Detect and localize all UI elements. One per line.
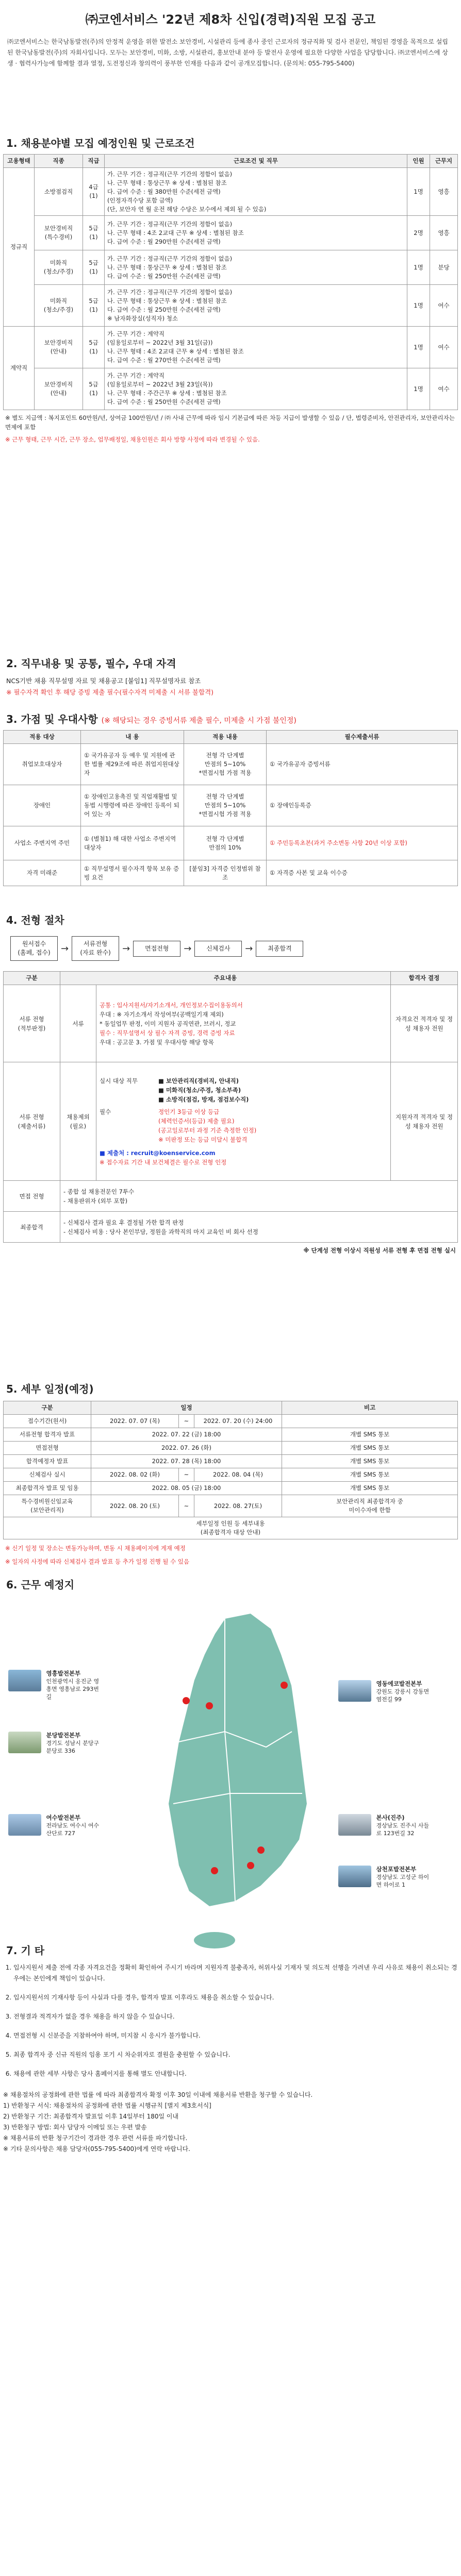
process-flow [10,936,458,961]
section-title: 3. 가점 및 우대사항 [6,713,98,725]
korea-map-graphic [96,1598,364,1958]
duty: 가. 근무 기간 : 정규직(근무 기간의 정함이 없음) 나. 근무 형태 : 통상근무 ※ 상세 : 별첨된 참조 다. 급여 수준 : 월 380만원 수준(세전 금액) (인정자격수당 포함 금액) (단, 보안자 연 월 운전 해당 수당은 보수에서 제외 될 수 있음) [105,168,407,216]
site-photo [338,1680,371,1702]
conditions-warning: ※ 근무 형태, 근무 시간, 근무 장소, 업무배정일, 채용인원은 회사 방향 사정에 따라 변경될 수 있음. [5,436,260,443]
headcount: 1명 [407,327,430,368]
content: ① 장애인고용촉진 및 직업재활법 및 동법 시행령에 따른 장애인 등록이 되어 있는 자 [81,785,184,826]
schedule-note: 개별 SMS 통보 [282,1468,458,1482]
submit-email[interactable]: ■ 제출처 : recruit@koenservice.com [100,1149,216,1157]
location-pin-icon [247,1862,254,1869]
schedule-note: 개별 SMS 통보 [282,1442,458,1455]
table-row [4,1455,458,1468]
section-other [3,1942,458,2155]
fitness-requirement: 정인기 3등급 이상 등급 (체력인증서(등급) 제출 필요) (공고일로부터 과정 기준 측정한 인정) ※ 미판정 또는 등급 미달시 불합격 [158,1108,257,1143]
stage-label: 서류 전형 (제출서류) [4,1062,60,1181]
location-pin-icon [183,1697,190,1704]
section-title: 4. 전형 절차 [6,914,64,926]
site-address: 인천광역시 옹진군 영흥면 영흥남로 293번길 [46,1678,100,1700]
site-name: 분당발전본부 [46,1732,81,1739]
section-title: 6. 근무 예정지 [6,1579,75,1591]
arrow-right-icon: → [245,943,253,954]
duty: 가. 근무 기간 : 정규직(근무 기간의 정함이 없음) 나. 근무 형태 : 4조 2교대 근무 ※ 상세 : 별첨된 참조 다. 급여 수준 : 월 290만원 수준(세전 금액) [105,216,407,250]
stage-content [60,1212,458,1243]
table-row [4,860,458,886]
target: 자격 미래준 [4,860,81,886]
location-pin-icon [211,1867,218,1874]
arrow-right-icon: → [61,943,69,954]
site-photo [8,1814,41,1836]
schedule-label: 합격예정자 발표 [4,1455,91,1468]
site-card [338,1680,431,1703]
location: 여수 [430,285,458,327]
col-header: 근무지 [430,155,458,168]
table-header-row [4,731,458,744]
schedule-separator: ~ [179,1415,194,1428]
section-schedule [3,1381,458,1566]
intro-paragraph: ㈜코엔서비스는 한국남동발전(주)의 안정적 운영을 위한 발전소 보안경비, 시설관리 등에 종사 중인 근로자의 정규직화 및 검사 전문인, 책임된 경영을 목적으로 설립된 한국남동발전(주)의 자회사입니다. 모두는 보안경비, 미화, 소방, 시설관리, 홍보안내 분야 등 발전사 운영에 필요한 다양한 사업을 담당합니다. ㈜코엔서비스에 상생 · 협력사가능에 함께할 결과 열정, 도전정신과 창의력이 풍부한 인재를 다음과 같이 공개모집합니다. (문의처: 055-795-5400) [7,38,448,67]
list-item: 6. 채용에 관한 세부 사항은 당사 홈페이지를 통해 별도 안내합니다. [13,2069,458,2079]
content-line: - 신체검사 결과 필요 후 결정될 가한 합격 판정 [63,1218,184,1226]
bonus-table [3,730,458,886]
section-title-note: (※ 해당되는 경우 증빙서류 제출 필수, 미제출 시 가점 불인정) [101,717,297,725]
employment-type: 계약직 [4,327,35,410]
table-row [4,826,458,860]
map-land [168,1613,307,1907]
required-doc: ① 국가유공자 증빙서류 [267,744,458,785]
schedule-label: 접수기간(원서) [4,1415,91,1428]
schedule-note: 보안관리직 최종합격자 중 미이수자에 한함 [282,1495,458,1517]
schedule-extra: 세부일정 인원 등 세부내용 (최종합격자 대상 안내) [4,1517,458,1539]
schedule-note [282,1415,458,1428]
duty: 가. 근무 기간 : 정규직(근무 기간의 정함이 없음) 나. 근무 형태 : 통상근무 ※ 상세 : 별첨된 참조 다. 급여 수준 : 월 250만원 수준(세전 금액) ※ 남자화장실(성직자) 청소 [105,285,407,327]
target-list: ■ 보안관리직(경비직, 안내직) ■ 미화직(청소/주경, 청소부족) ■ 소방직(점검, 방재, 점검보수직) [158,1077,249,1103]
list-item: 3. 전형결과 적격자가 없을 경우 채용을 하지 않을 수 있습니다. [13,2011,458,2022]
site-name: 영동에코발전본부 [376,1680,422,1687]
schedule-date: 2022. 07. 26 (화) [91,1442,282,1455]
headcount: 2명 [407,216,430,250]
table-row [4,1442,458,1455]
site-photo [8,1732,41,1753]
schedule-label: 면접전형 [4,1442,91,1455]
section-recruitment-conditions [3,135,458,444]
duty: 가. 근무 기간 : 계약직 (임용일로부터 ~ 2022년 3월 23일(목)) 나. 근무 형태 : 주간근무 ※ 상세 : 별첨된 참조 다. 급여 수준 : 월 250만원 수준(세전 금액) [105,368,407,410]
site-address: 강원도 강릉시 강동면 염전길 99 [376,1688,430,1703]
job-type: 미화직 (청소/주경) [35,250,83,285]
col-header: 인원 [407,155,430,168]
table-header-row [4,155,458,168]
content: ① 국가유공자 등 예우 및 지원에 관한 법률 제29조에 따른 취업지원대상자 [81,744,184,785]
site-name: 영흥발전본부 [46,1670,81,1677]
grade: 5급 (1) [83,285,105,327]
employment-type: 정규직 [4,168,35,327]
grade: 5급 (1) [83,327,105,368]
col-header: 비고 [282,1401,458,1415]
schedule-end: 2022. 08. 27(토) [194,1495,282,1517]
site-card [8,1814,101,1837]
content-line: 우대 : 공고문 3. 가점 및 우대사항 해당 항목 [100,1038,214,1046]
location-pin-icon [281,1682,288,1689]
table-row [4,1428,458,1442]
section-title: 7. 기 타 [6,1944,45,1957]
content-line: 우대 : ※ 자기소개서 작성여부(공백일기재 제외) [100,1010,224,1018]
table-row [4,1495,458,1517]
site-photo [338,1866,371,1887]
schedule-label: 신체검사 실시 [4,1468,91,1482]
schedule-label: 특수경비원신임교육 (보안관리직) [4,1495,91,1517]
section-title: 2. 직무내용 및 공통, 필수, 우대 자격 [6,657,176,670]
table-row [4,368,458,410]
flow-step: 원서접수 (홈페, 접수) [10,936,58,961]
other-list [3,1962,458,2079]
table-row [4,1181,458,1212]
schedule-table [3,1401,458,1539]
stage-sub-label: 채용제외 (필요) [60,1062,96,1181]
schedule-note: ※ 신기 일정 및 장소는 변동가능하며, 변동 시 채용페이지에 게재 예정 [5,1545,186,1552]
site-photo [338,1814,371,1836]
job-type: 미화직 (청소/주경) [35,285,83,327]
conditions-table [3,154,458,410]
schedule-note: ※ 일자의 사정에 따라 신체검사 결과 발표 등 추가 일정 진행 될 수 있음 [5,1558,190,1565]
schedule-date: 2022. 07. 28 (목) 18:00 [91,1455,282,1468]
schedule-note: 개별 SMS 통보 [282,1428,458,1442]
headcount: 1명 [407,168,430,216]
stage-sub-label: 실시 대상 직무 [100,1077,138,1084]
list-item: 4. 면접전형 시 신분증을 지참하여야 하며, 미지참 시 응시가 불가합니다. [13,2030,458,2041]
stage-content [96,1062,391,1181]
grade: 5급 (1) [83,250,105,285]
schedule-note: 개별 SMS 통보 [282,1455,458,1468]
col-header: 합격자 결정 [391,972,458,985]
site-name: 본사(진주) [376,1814,405,1821]
site-name: 여수발전본부 [46,1814,81,1821]
list-item: 1. 입사지원서 제출 전에 각종 자격요건을 정확히 확인하여 주시기 바라며 지원자격 불충족자, 허위사실 기재자 및 의도적 선행을 가려낸 우리 사유로 채용이 취소되는 경우에는 본인에게 책임이 있습니다. [13,1962,458,1984]
job-type: 보안경비직 (특수경비) [35,216,83,250]
col-header: 구분 [4,972,60,985]
table-row [4,1482,458,1495]
site-address: 경상남도 고성군 하이면 하이로 1 [376,1874,430,1888]
col-header: 주요내용 [60,972,391,985]
schedule-label: 최종합격자 발표 및 임용 [4,1482,91,1495]
apply: 전형 각 단계별 만점의 5~10% *면접시험 가점 적용 [184,744,267,785]
stage-result: 자격요건 적격자 및 정성 채용자 전원 [391,985,458,1062]
list-item: 5. 최종 합격자 중 신규 직원의 임용 포기 시 차순위자로 결원을 충원할 수 있습니다. [13,2049,458,2060]
site-name: 삼천포발전본부 [376,1866,417,1873]
col-header: 근로조건 및 직무 [105,155,407,168]
location: 분당 [430,250,458,285]
required-doc: ① 주민등록초본(과거 주소변동 사항 20년 이상 포함) [267,826,458,860]
col-header: 적용 대상 [4,731,81,744]
site-card [338,1866,431,1889]
content-line: 필수 : 직무설명서 상 필수 자격 증빙, 경력 증빙 자료 [100,1029,235,1037]
content: ① (별첨1) 해 대한 사업소 주변지역 대상자 [81,826,184,860]
process-table [3,971,458,1243]
grade: 4급 (1) [83,168,105,216]
table-row [4,327,458,368]
schedule-start: 2022. 08. 02 (화) [91,1468,179,1482]
col-header: 내 용 [81,731,184,744]
location-pin-icon [257,1846,265,1854]
content: ① 직무설명서 필수자격 항목 보유 증빙 요건 [81,860,184,886]
schedule-separator: ~ [179,1468,194,1482]
table-row [4,250,458,285]
schedule-end: 2022. 08. 04 (목) [194,1468,282,1482]
table-row [4,1212,458,1243]
job-type: 보안경비직 (안내) [35,368,83,410]
document-return-notice: ※ 채용절차의 공정화에 관한 법률 에 따라 최종합격자 확정 이후 30일 이내에 채용서류 반환을 청구할 수 있습니다. 1) 반환청구 서식: 채용절차의 공정화에 관한 법률 시행규칙 [별지 제3호서식] 2) 반환청구 기간: 최종합격자 발표일 이후 14일부터 180일 이내 3) 반환청구 방법: 회사 담당자 이메일 또는 우편 발송 ※ 채용서류의 반환 청구기간이 경과한 경우 관련 서류를 파기합니다. ※ 기타 문의사항은 채용 담당자(055-795-5400)에게 연락 바랍니다. [3,2091,313,2153]
table-header-row [4,1401,458,1415]
job-type: 소방점검직 [35,168,83,216]
flow-step: 면접전형 [133,941,180,957]
target: 장애인 [4,785,81,826]
site-card [8,1732,101,1755]
headcount: 1명 [407,250,430,285]
list-item: 2. 입사지원서의 기재사항 등이 사실과 다를 경우, 합격자 발표 이후라도 채용을 취소할 수 있습니다. [13,1992,458,2003]
col-header: 구분 [4,1401,91,1415]
stage-content [96,985,391,1062]
target: 사업소 주변지역 주민 [4,826,81,860]
table-header-row [4,972,458,985]
stage-label: 서류 전형 (적부판정) [4,985,60,1062]
schedule-note: 개별 SMS 통보 [282,1482,458,1495]
required-cert-warning: ※ 필수자격 확인 후 해당 증빙 제출 필수(필수자격 미제출 시 서류 불합격) [6,688,214,696]
table-row [4,744,458,785]
grade: 5급 (1) [83,368,105,410]
col-header: 일정 [91,1401,282,1415]
job-type: 보안경비직 (안내) [35,327,83,368]
process-note: ※ 단계성 전형 이상시 직원성 서류 전형 후 면접 전형 실시 [303,1247,456,1254]
table-row [4,1517,458,1539]
col-header: 필수제출서류 [267,731,458,744]
schedule-label: 서류전형 합격자 발표 [4,1428,91,1442]
stage-result: 지원자격 적격자 및 정성 채용자 전원 [391,1062,458,1181]
stage-content: - 종합 설 채용전문인 7투수 - 채용판위자 (외부 포함) [60,1181,458,1212]
section-bonus-points [3,711,458,886]
col-header: 직종 [35,155,83,168]
schedule-date: 2022. 08. 05 (금) 18:00 [91,1482,282,1495]
stage-label: 최종합격 [4,1212,60,1243]
location-pin-icon [206,1702,213,1709]
section-work-locations [3,1577,458,1958]
apply: 전형 각 단계별 만점의 10% [184,826,267,860]
site-address: 경기도 성남시 분당구 분당로 336 [46,1740,100,1754]
col-header: 직급 [83,155,105,168]
conditions-note: ※ 별도 지급액 : 복지포인트 60만원/년, 상여금 100만원/년 / ㈜ 사내 근무에 따라 임시 기본급에 따른 차등 지급이 발생할 수 있음 / 단, 법령준비자, 안전관리자, 보안관리자는 면제에 포함 [5,414,455,431]
duty: 가. 근무 기간 : 정규직(근무 기간의 정함이 없음) 나. 근무 형태 : 통상근무 ※ 상세 : 별첨된 참조 다. 급여 수준 : 월 250만원 수준(세전 금액) [105,250,407,285]
col-header: 고용형태 [4,155,35,168]
arrow-right-icon: → [184,943,192,954]
table-row [4,216,458,250]
site-address: 전라남도 여수시 여수산단로 727 [46,1822,100,1837]
content-line: 공통 : 입사지원서/자기소개서, 개인정보수집이용동의서 [100,1001,243,1009]
table-row [4,985,458,1062]
section-job-qualifications [3,655,458,698]
flow-step: 최종합격 [256,941,303,957]
table-row [4,1062,458,1181]
submit-note: ※ 접수자료 기간 내 보건체결은 필수로 전형 인정 [100,1158,227,1166]
site-photo [8,1670,41,1691]
section-title: 1. 채용분야별 모집 예정인원 및 근로조건 [6,137,195,149]
site-address: 경상남도 진주시 사들로 123번길 32 [376,1822,430,1837]
schedule-start: 2022. 08. 20 (토) [91,1495,179,1517]
duty: 가. 근무 기간 : 계약직 (임용일로부터 ~ 2022년 3월 31일(금)) 나. 근무 형태 : 4조 2교대 근무 ※ 상세 : 별첨된 참조 다. 급여 수준 : 월 270만원 수준(세전 금액) [105,327,407,368]
flow-step: 서류전형 (자료 완수) [72,936,119,961]
table-row [4,285,458,327]
required-doc: ① 자격증 사본 및 교육 이수증 [267,860,458,886]
headcount: 1명 [407,368,430,410]
flow-step: 신체검사 [194,941,242,957]
apply: 전형 각 단계별 만점의 5~10% *면접시험 가점 적용 [184,785,267,826]
stage-sub-label: 서류 [60,985,96,1062]
ncs-reference-text: NCS기반 채용 직무설명 자료 및 채용공고 [붙임1] 직무설명자료 참조 [6,677,201,685]
table-row [4,785,458,826]
site-card [8,1670,101,1701]
content-line: - 신체검사 비용 : 당사 본인부담, 정원을 과학직의 마지 교육인 비 회사 선정 [63,1228,258,1235]
headcount: 1명 [407,285,430,327]
location: 여수 [430,368,458,410]
stage-label: 면접 전형 [4,1181,60,1212]
location-map [3,1598,458,1958]
site-card [338,1814,431,1837]
section-title: 5. 세부 일정(예정) [6,1383,94,1395]
schedule-end: 2022. 07. 20 (수) 24:00 [194,1415,282,1428]
table-row [4,168,458,216]
target: 취업보호대상자 [4,744,81,785]
location: 영흥 [430,216,458,250]
schedule-separator: ~ [179,1495,194,1517]
schedule-date: 2022. 07. 22 (금) 18:00 [91,1428,282,1442]
apply: [붙임3] 자격증 인정범위 참조 [184,860,267,886]
col-header: 적용 내용 [184,731,267,744]
page-title: ㈜코엔서비스 '22년 제8차 신입(경력)직원 모집 공고 [85,12,376,27]
stage-sub-label: 필수 [100,1108,111,1115]
table-row [4,1468,458,1482]
arrow-right-icon: → [122,943,130,954]
section-selection-process [3,912,458,1255]
schedule-start: 2022. 07. 07 (목) [91,1415,179,1428]
location: 여수 [430,327,458,368]
location: 영흥 [430,168,458,216]
table-row [4,1415,458,1428]
required-doc: ① 장애인등록증 [267,785,458,826]
content-line: * 동일업무 판정, 이미 지원자 공직연관, 브러시, 정교 [100,1020,236,1027]
grade: 5급 (1) [83,216,105,250]
